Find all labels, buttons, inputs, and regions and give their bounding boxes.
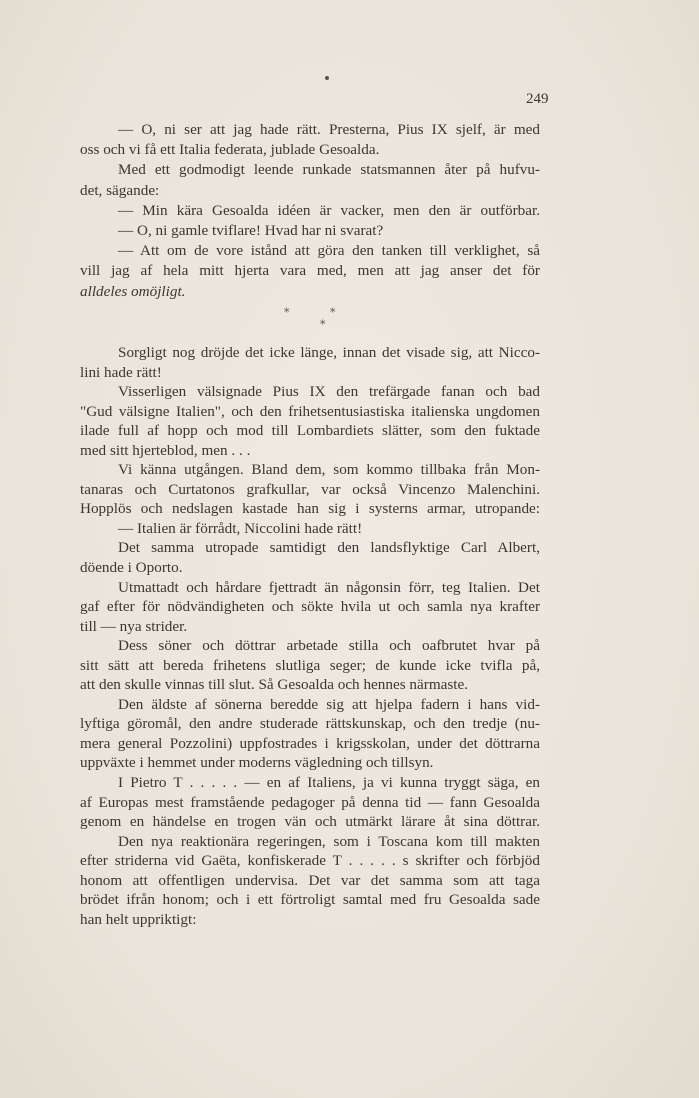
text-line: lyftiga göromål, den andre studerade rättskunskap, och den tredje (nu- [80,715,540,733]
text-line: — Italien är förrådt, Niccolini hade rätt! [118,519,363,537]
text-line: "Gud välsigne Italien", och den frihetsentusiastiska italienska ungdomen [80,402,540,420]
text-line: döende i Oporto. [80,559,183,577]
text-line: — O, ni ser att jag hade rätt. Presterna, Pius IX sjelf, är med [118,121,540,138]
text-line: Med ett godmodigt leende runkade statsmannen åter på hufvu- [118,161,540,179]
text-line: med sitt hjerteblod, men . . . [80,441,251,459]
ink-speck [325,76,329,80]
text-line: uppväxte i hemmet under moderns vägledning och tillsyn. [80,754,434,772]
asterisk: * [284,306,290,319]
text-line: — Min kära Gesoalda idéen är vacker, men den är outförbar. [118,201,540,219]
text-line: mera general Pozzolini) uppfostrades i krigsskolan, under det döttrarna [80,734,540,752]
text-line: ilade full af hopp och mod till Lombardiets slätter, som den fuktade [80,422,540,440]
text-line: lini hade rätt! [80,363,162,381]
text-line: att den skulle vinnas till slut. Så Gesoalda och hennes närmaste. [80,676,469,694]
text-line: genom en händelse en trogen vän och utmärkt lärare åt sina döttrar. [80,813,540,831]
text-line: I Pietro T . . . . . — en af Italiens, ja vi kunna tryggt säga, en [118,774,540,792]
text-line: Visserligen välsignade Pius IX den trefärgade fanan och bad [118,383,540,401]
text-line: Det samma utropade samtidigt den landsflyktige Carl Albert, [118,539,540,557]
text-line: Den nya reaktionära regeringen, som i Toscana kom till makten [118,832,540,850]
text-line: tanaras och Curtatonos grafkullar, var också Vincenzo Malenchini. [80,480,540,498]
text-line: brödet ifrån honom; och i ett förtroligt samtal med fru Gesoalda sade [80,891,540,909]
text-line: Hopplös och nedslagen kastade han sig i systerns armar, utropande: [80,500,540,518]
text-line: det, sägande: [80,181,160,199]
text-line: han helt uppriktigt: [80,910,197,928]
text-line: alldeles omöjligt. [80,282,186,300]
text-line: till — nya strider. [80,617,188,635]
text-line: honom att offentligen undervisa. Det var det samma som att taga [80,871,540,889]
page-number: 249 [526,91,549,107]
text-line: gaf efter för nödvändigheten och sökte hvila ut och samla nya krafter [80,598,540,616]
text-line: Den äldste af sönerna beredde sig att hjelpa fadern i hans vid- [118,695,540,713]
text-section-dialogue [80,120,540,302]
text-line: — Att om de vore istånd att göra den tanken till verklighet, så [118,242,540,260]
section-separator [280,306,350,336]
text-line: af Europas mest framstående pedagoger på denna tid — fann Gesoalda [80,793,540,811]
text-section-narrative [80,343,540,929]
text-line: Dess söner och döttrar arbetade stilla och oafbrutet hvar på [118,637,540,655]
text-line: Sorgligt nog dröjde det icke länge, innan det visade sig, att Nicco- [118,344,540,361]
text-line: vill jag af hela mitt hjerta vara med, men att jag anser det för [80,262,540,280]
asterisk: * [330,306,336,319]
asterisk: * [320,318,326,331]
text-line: — O, ni gamle tviflare! Hvad har ni svarat? [118,221,384,239]
text-line: Vi känna utgången. Bland dem, som kommo tillbaka från Mon- [118,461,540,479]
text-line: efter striderna vid Gaëta, konfiskerade T . . . . . s skrifter och förbjöd [80,852,540,870]
text-line: oss och vi få ett Italia federata, jublade Gesoalda. [80,141,380,159]
text-line: Utmattadt och hårdare fjettradt än någonsin förr, teg Italien. Det [118,578,540,596]
text-line: sitt sätt att bereda frihetens slutliga seger; de kunde icke tvifla på, [80,656,540,674]
